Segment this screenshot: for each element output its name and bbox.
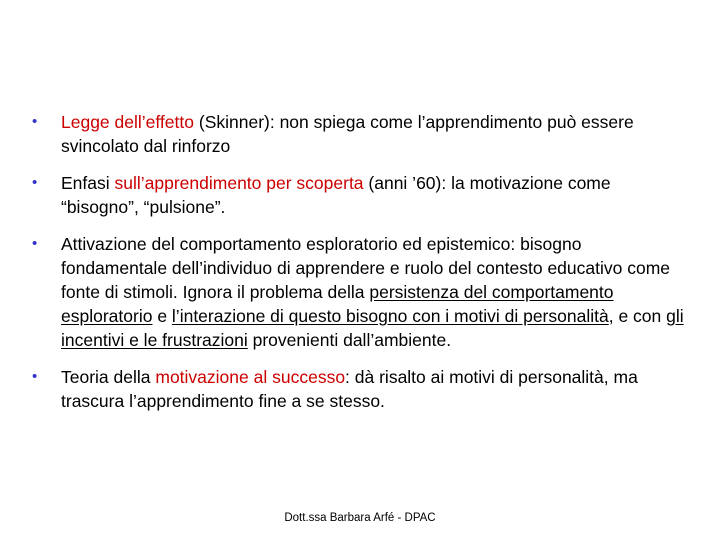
- bullet-item-motivazione-successo: [30, 365, 690, 413]
- bullet-marker: •: [32, 113, 38, 130]
- highlight-text: sull’apprendimento per scoperta: [114, 173, 364, 193]
- bullet-marker: •: [32, 174, 38, 191]
- highlight-text: motivazione al successo: [155, 367, 346, 387]
- body-text: Teoria della: [61, 367, 156, 387]
- body-text: , e con: [608, 306, 667, 326]
- bullet-item-legge-effetto: [30, 110, 690, 158]
- bullet-marker: •: [32, 235, 38, 252]
- body-text: provenienti dall’ambiente.: [247, 330, 452, 350]
- body-text: (anni ’60): la motivazione come “bisogno”, “pulsione”.: [61, 173, 611, 217]
- underlined-text: persistenza del comportamento esploratorio: [61, 282, 614, 326]
- slide-body: [30, 110, 690, 426]
- underlined-text: l’interazione di questo bisogno con i motivi di personalità: [171, 306, 609, 326]
- bullet-item-attivazione: [30, 232, 690, 352]
- body-text: Enfasi: [61, 173, 115, 193]
- highlight-text: Legge dell’effetto: [61, 112, 194, 132]
- bullet-marker: •: [32, 368, 38, 385]
- underlined-text: gli incentivi e le frustrazioni: [61, 306, 684, 350]
- body-text: : dà risalto ai motivi di personalità, ma trascura l’apprendimento fine a se stesso.: [61, 367, 638, 411]
- body-text: e: [152, 306, 172, 326]
- slide-footer: Dott.ssa Barbara Arfé - DPAC: [284, 512, 436, 524]
- body-text: (Skinner): non spiega come l’apprendimento può essere svincolato dal rinforzo: [61, 112, 634, 156]
- body-text: Attivazione del comportamento esploratorio ed epistemico: bisogno fondamentale dell’individuo di apprendere e ruolo del contesto educativo come fonte di stimoli. Ignora il problema della: [61, 234, 671, 302]
- bullet-item-apprendimento-scoperta: [30, 171, 690, 219]
